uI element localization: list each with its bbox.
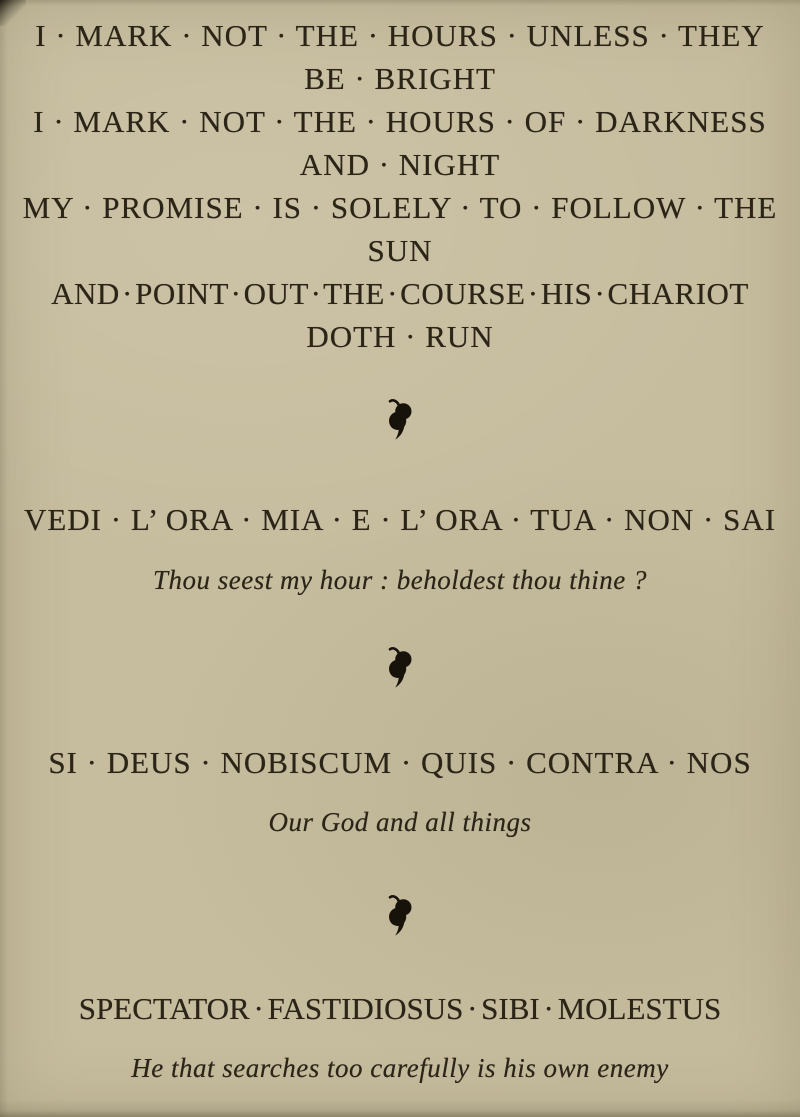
motto-line: I · MARK · NOT · THE · HOURS · UNLESS · THEY: [35, 18, 765, 53]
motto-line: BE · BRIGHT: [304, 61, 496, 96]
motto-line: DOTH · RUN: [306, 319, 494, 354]
section-divider: [0, 397, 800, 441]
motto-stanza: [0, 0, 800, 358]
motto-line: AND · POINT · OUT · THE · COURSE · HIS · CHARIOT: [51, 276, 749, 311]
motto-line: SI · DEUS · NOBISCUM · QUIS · CONTRA · NOS: [48, 745, 752, 780]
translation-line: Thou seest my hour : beholdest thou thine ?: [153, 565, 647, 595]
motto-line: MY · PROMISE · IS · SOLELY · TO · FOLLOW · THE: [22, 190, 778, 225]
section-divider: [0, 645, 800, 689]
section-divider: [0, 893, 800, 937]
motto-line: VEDI · L’ ORA · MIA · E · L’ ORA · TUA · NON · SAI: [23, 502, 777, 537]
motto-line: SPECTATOR · FASTIDIOSUS · SIBI · MOLESTUS: [78, 991, 722, 1026]
translation-line: Our God and all things: [268, 807, 532, 837]
motto-line: I · MARK · NOT · THE · HOURS · OF · DARKNESS: [33, 104, 767, 139]
motto-line: AND · NIGHT: [299, 147, 501, 182]
translation-line: He that searches too carefully is his own enemy: [131, 1053, 669, 1083]
hedera-leaf-icon: [385, 397, 415, 441]
hedera-leaf-icon: [385, 893, 415, 937]
hedera-leaf-icon: [385, 645, 415, 689]
motto-line: SUN: [367, 233, 433, 268]
